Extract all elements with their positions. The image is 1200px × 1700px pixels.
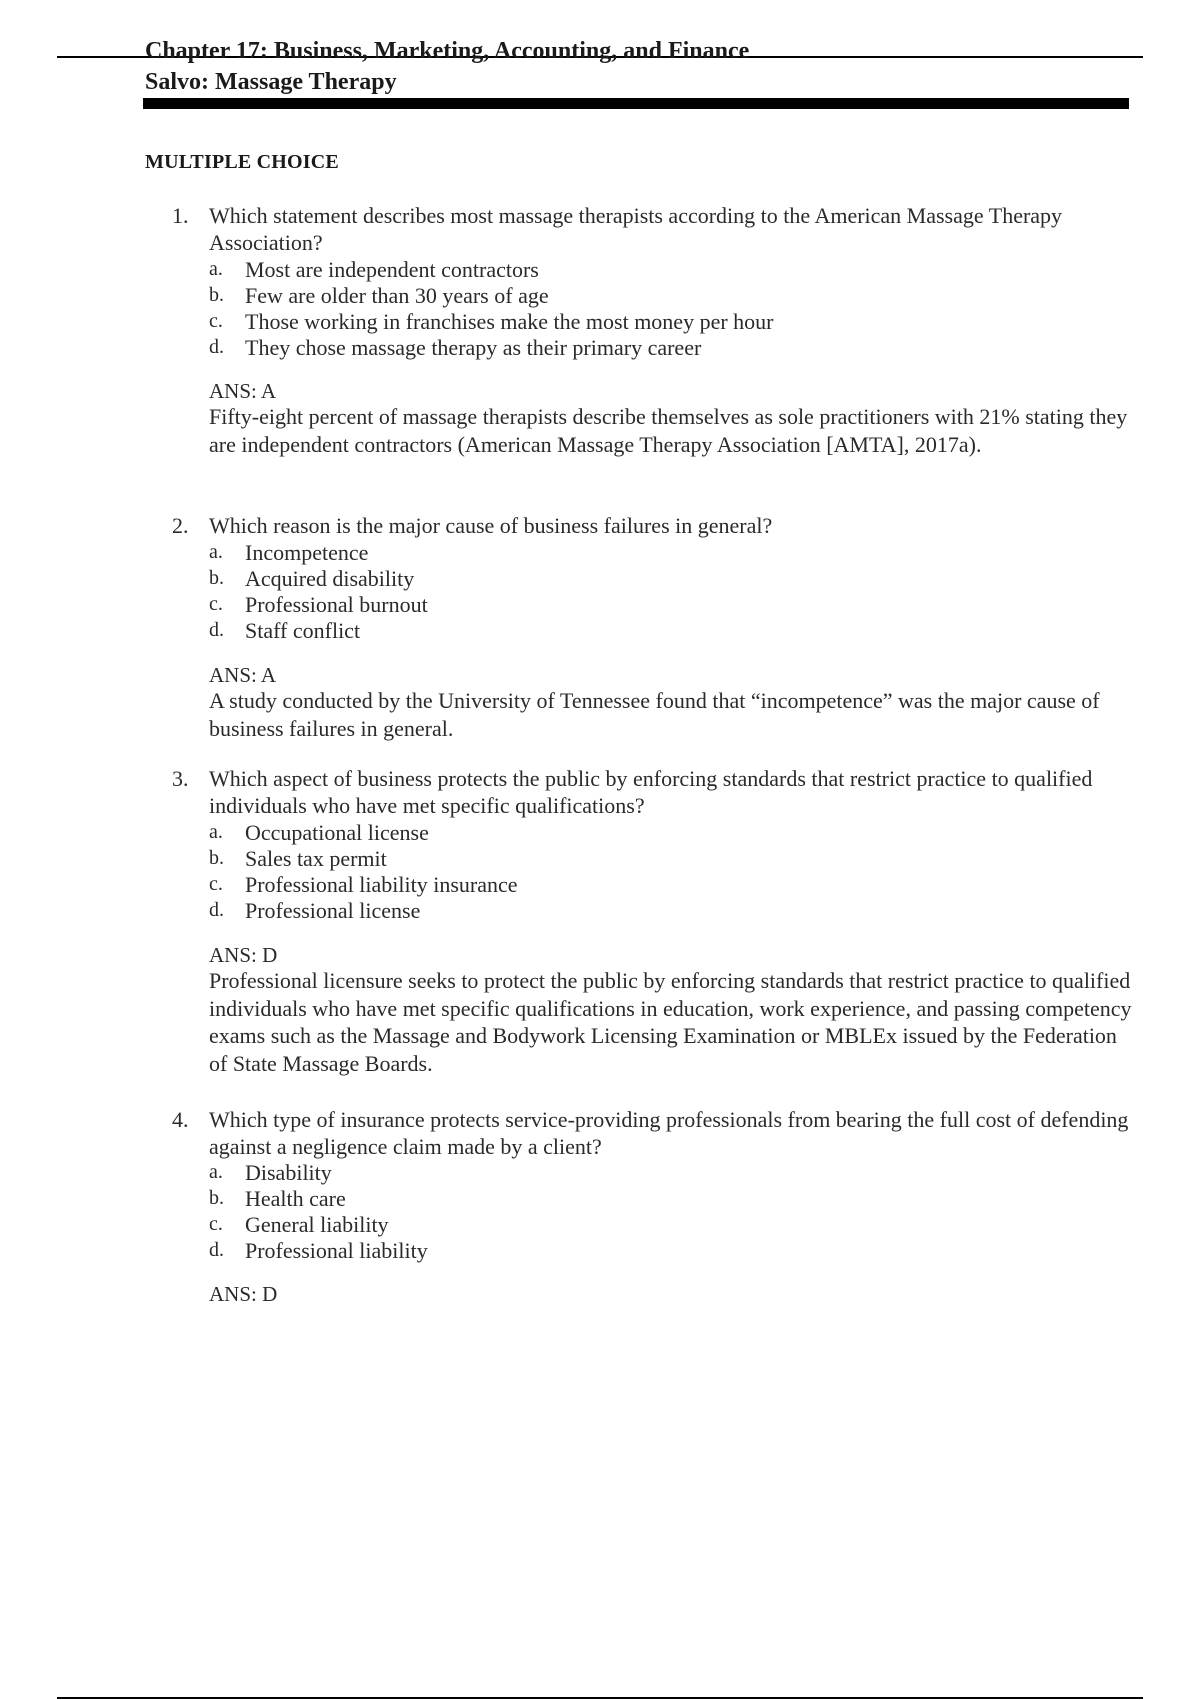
option-letter: c. xyxy=(209,310,223,332)
option-letter: b. xyxy=(209,567,224,589)
option-c xyxy=(0,591,1200,617)
answer-key: ANS: D xyxy=(209,943,278,967)
option-b xyxy=(0,1185,1200,1211)
footer-rule xyxy=(57,1697,1143,1699)
option-text: Professional license xyxy=(245,898,421,923)
option-text: Few are older than 30 years of age xyxy=(245,283,549,308)
option-b xyxy=(0,565,1200,591)
question-stem: Which reason is the major cause of business failures in general? xyxy=(209,513,773,538)
option-text: Acquired disability xyxy=(245,566,415,591)
question-number: 2. xyxy=(172,513,189,538)
book-subtitle: Salvo: Massage Therapy xyxy=(145,69,397,95)
option-text: Professional liability xyxy=(245,1238,428,1263)
option-a xyxy=(0,256,1200,282)
option-letter: d. xyxy=(209,1239,224,1261)
question-number: 4. xyxy=(172,1107,189,1132)
option-letter: d. xyxy=(209,619,224,641)
answer-key: ANS: A xyxy=(209,663,277,687)
option-c xyxy=(0,308,1200,334)
option-letter: d. xyxy=(209,899,224,921)
option-text: Occupational license xyxy=(245,820,429,845)
option-b xyxy=(0,845,1200,871)
answer-rationale: Professional licensure seeks to protect the public by enforcing standards that restrict practice to qualified individuals who have met specific qualifications in education, work experience, and passing competency exams such as the Massage and Bodywork Licensing Examination or MBLEx issued by the Federation of State Massage Boards. xyxy=(209,968,1132,1076)
answer-rationale: Fifty-eight percent of massage therapists describe themselves as sole practitioners with 21% stating they are independent contractors (American Massage Therapy Association [AMTA], 2017a). xyxy=(209,404,1128,457)
option-text: Professional liability insurance xyxy=(245,872,518,897)
question-stem: Which aspect of business protects the public by enforcing standards that restrict practice to qualified individuals who have met specific qualifications? xyxy=(209,766,1093,818)
option-letter: b. xyxy=(209,284,224,306)
option-letter: d. xyxy=(209,336,224,358)
option-a xyxy=(0,1159,1200,1185)
option-letter: a. xyxy=(209,541,223,563)
option-letter: b. xyxy=(209,847,224,869)
option-text: Health care xyxy=(245,1186,346,1211)
option-letter: a. xyxy=(209,821,223,843)
question-stem: Which type of insurance protects service-providing professionals from bearing the full cost of defending against a negligence claim made by a client? xyxy=(209,1107,1129,1159)
option-text: Those working in franchises make the most money per hour xyxy=(245,309,774,334)
option-d xyxy=(0,334,1200,360)
question-number: 3. xyxy=(172,766,189,791)
option-text: Incompetence xyxy=(245,540,369,565)
option-c xyxy=(0,871,1200,897)
option-letter: c. xyxy=(209,1213,223,1235)
option-text: They chose massage therapy as their primary career xyxy=(245,335,702,360)
option-text: General liability xyxy=(245,1212,389,1237)
chapter-title: Chapter 17: Business, Marketing, Accounting, and Finance xyxy=(145,38,750,64)
option-a xyxy=(0,539,1200,565)
header-thick-rule xyxy=(143,98,1129,109)
answer-key: ANS: A xyxy=(209,379,277,403)
option-text: Sales tax permit xyxy=(245,846,387,871)
option-d xyxy=(0,1237,1200,1263)
option-letter: a. xyxy=(209,258,223,280)
option-letter: c. xyxy=(209,593,223,615)
option-d xyxy=(0,897,1200,923)
answer-key: ANS: D xyxy=(209,1282,278,1306)
option-text: Most are independent contractors xyxy=(245,257,539,282)
question-number: 1. xyxy=(172,203,189,228)
option-letter: c. xyxy=(209,873,223,895)
option-text: Disability xyxy=(245,1160,332,1185)
option-a xyxy=(0,819,1200,845)
option-b xyxy=(0,282,1200,308)
option-d xyxy=(0,617,1200,643)
option-c xyxy=(0,1211,1200,1237)
section-heading: MULTIPLE CHOICE xyxy=(145,151,339,173)
answer-rationale: A study conducted by the University of Tennessee found that “incompetence” was the major cause of business failures in general. xyxy=(209,688,1100,741)
option-letter: a. xyxy=(209,1161,223,1183)
option-text: Staff conflict xyxy=(245,618,361,643)
option-text: Professional burnout xyxy=(245,592,428,617)
option-letter: b. xyxy=(209,1187,224,1209)
question-stem: Which statement describes most massage therapists according to the American Massage Therapy Association? xyxy=(209,203,1063,255)
